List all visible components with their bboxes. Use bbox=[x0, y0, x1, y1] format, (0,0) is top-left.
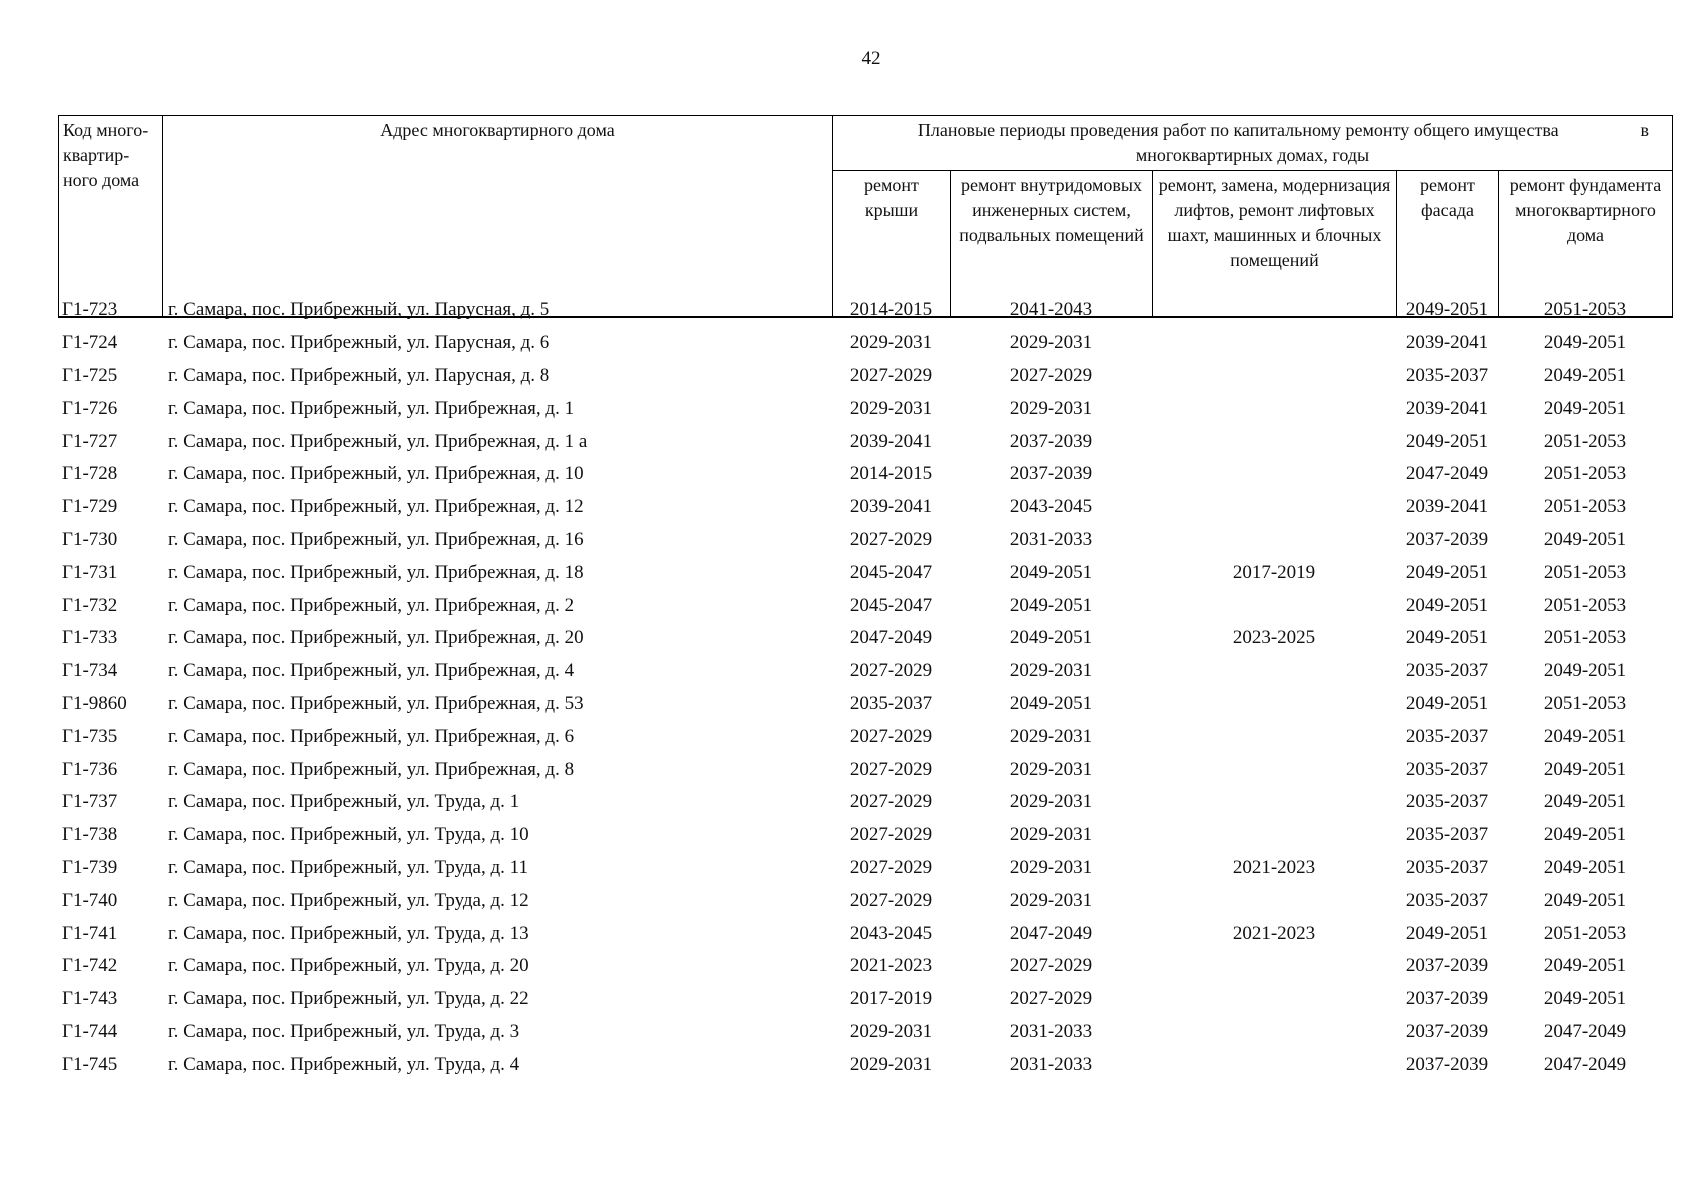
cell-code: Г1-744 bbox=[62, 1020, 118, 1042]
cell-elevator bbox=[1152, 1016, 1396, 1049]
cell-code: Г1-745 bbox=[62, 1053, 118, 1075]
cell-facade: 2049-2051 bbox=[1405, 922, 1489, 944]
cell-foundation: 2047-2049 bbox=[1543, 1020, 1627, 1042]
cell-elevator bbox=[1152, 589, 1396, 622]
cell-address: г. Самара, пос. Прибрежный, ул. Труда, д. 1 bbox=[168, 791, 520, 813]
cell-roof: 2029-2031 bbox=[849, 397, 933, 419]
cell-roof: 2045-2047 bbox=[849, 594, 933, 616]
header-elevator: ремонт, замена, модернизация лифтов, ремонт лифтовых шахт, машинных и блочных помещений bbox=[1153, 171, 1397, 317]
table-header bbox=[58, 115, 1673, 318]
table-row bbox=[58, 1048, 1672, 1081]
cell-elevator: 2017-2019 bbox=[1232, 561, 1316, 583]
cell-engineering: 2029-2031 bbox=[1009, 856, 1093, 878]
table-row bbox=[58, 556, 1672, 589]
cell-foundation: 2049-2051 bbox=[1543, 824, 1627, 846]
page-number: 42 bbox=[861, 48, 881, 69]
cell-engineering: 2049-2051 bbox=[1009, 561, 1093, 583]
cell-address: г. Самара, пос. Прибрежный, ул. Труда, д. 20 bbox=[168, 955, 529, 977]
cell-address: г. Самара, пос. Прибрежный, ул. Труда, д. 13 bbox=[168, 922, 529, 944]
cell-foundation: 2051-2053 bbox=[1543, 463, 1627, 485]
table-row bbox=[58, 294, 1672, 327]
cell-code: Г1-734 bbox=[62, 660, 118, 682]
cell-code: Г1-733 bbox=[62, 627, 118, 649]
cell-address: г. Самара, пос. Прибрежный, ул. Прибрежная, д. 8 bbox=[168, 758, 575, 780]
cell-address: г. Самара, пос. Прибрежный, ул. Труда, д. 12 bbox=[168, 889, 529, 911]
cell-elevator bbox=[1152, 425, 1396, 458]
cell-code: Г1-730 bbox=[62, 528, 118, 550]
cell-elevator: 2021-2023 bbox=[1232, 922, 1316, 944]
cell-foundation: 2051-2053 bbox=[1543, 561, 1627, 583]
cell-roof: 2029-2031 bbox=[849, 1053, 933, 1075]
cell-address: г. Самара, пос. Прибрежный, ул. Прибрежная, д. 1 а bbox=[168, 430, 588, 452]
cell-code: Г1-727 bbox=[62, 430, 118, 452]
cell-engineering: 2037-2039 bbox=[1009, 430, 1093, 452]
cell-facade: 2047-2049 bbox=[1405, 463, 1489, 485]
cell-engineering: 2043-2045 bbox=[1009, 496, 1093, 518]
cell-address: г. Самара, пос. Прибрежный, ул. Прибрежная, д. 18 bbox=[168, 561, 584, 583]
cell-engineering: 2047-2049 bbox=[1009, 922, 1093, 944]
cell-engineering: 2037-2039 bbox=[1009, 463, 1093, 485]
cell-foundation: 2051-2053 bbox=[1543, 430, 1627, 452]
cell-facade: 2049-2051 bbox=[1405, 430, 1489, 452]
cell-facade: 2035-2037 bbox=[1405, 660, 1489, 682]
cell-foundation: 2051-2053 bbox=[1543, 496, 1627, 518]
cell-address: г. Самара, пос. Прибрежный, ул. Прибрежная, д. 16 bbox=[168, 528, 584, 550]
cell-roof: 2029-2031 bbox=[849, 332, 933, 354]
cell-roof: 2027-2029 bbox=[849, 364, 933, 386]
cell-roof: 2027-2029 bbox=[849, 758, 933, 780]
table-row bbox=[58, 655, 1672, 688]
cell-facade: 2035-2037 bbox=[1405, 758, 1489, 780]
cell-foundation: 2049-2051 bbox=[1543, 758, 1627, 780]
table-row bbox=[58, 360, 1672, 393]
table-row bbox=[58, 983, 1672, 1016]
cell-facade: 2035-2037 bbox=[1405, 725, 1489, 747]
cell-facade: 2049-2051 bbox=[1405, 561, 1489, 583]
cell-engineering: 2029-2031 bbox=[1009, 824, 1093, 846]
cell-engineering: 2029-2031 bbox=[1009, 660, 1093, 682]
cell-facade: 2049-2051 bbox=[1405, 594, 1489, 616]
table-row bbox=[58, 819, 1672, 852]
cell-foundation: 2051-2053 bbox=[1543, 594, 1627, 616]
cell-engineering: 2029-2031 bbox=[1009, 758, 1093, 780]
cell-code: Г1-735 bbox=[62, 725, 118, 747]
cell-foundation: 2051-2053 bbox=[1543, 299, 1627, 321]
table-row bbox=[58, 622, 1672, 655]
cell-elevator bbox=[1152, 327, 1396, 360]
table-row bbox=[58, 688, 1672, 721]
cell-address: г. Самара, пос. Прибрежный, ул. Прибрежная, д. 12 bbox=[168, 496, 584, 518]
cell-facade: 2035-2037 bbox=[1405, 856, 1489, 878]
cell-engineering: 2027-2029 bbox=[1009, 364, 1093, 386]
cell-code: Г1-725 bbox=[62, 364, 118, 386]
cell-facade: 2049-2051 bbox=[1405, 692, 1489, 714]
cell-facade: 2035-2037 bbox=[1405, 791, 1489, 813]
cell-facade: 2037-2039 bbox=[1405, 988, 1489, 1010]
cell-roof: 2045-2047 bbox=[849, 561, 933, 583]
cell-foundation: 2049-2051 bbox=[1543, 856, 1627, 878]
header-address: Адрес многоквартирного дома bbox=[163, 116, 833, 317]
cell-foundation: 2049-2051 bbox=[1543, 889, 1627, 911]
cell-address: г. Самара, пос. Прибрежный, ул. Прибрежная, д. 10 bbox=[168, 463, 584, 485]
table-row bbox=[58, 425, 1672, 458]
cell-facade: 2049-2051 bbox=[1405, 299, 1489, 321]
header-roof: ремонт крыши bbox=[833, 171, 951, 317]
table-row bbox=[58, 917, 1672, 950]
cell-roof: 2027-2029 bbox=[849, 660, 933, 682]
cell-engineering: 2031-2033 bbox=[1009, 1053, 1093, 1075]
cell-code: Г1-728 bbox=[62, 463, 118, 485]
cell-engineering: 2027-2029 bbox=[1009, 955, 1093, 977]
header-plan-title-2: многоквартирных домах, годы bbox=[1135, 145, 1370, 165]
cell-code: Г1-729 bbox=[62, 496, 118, 518]
cell-code: Г1-732 bbox=[62, 594, 118, 616]
cell-elevator bbox=[1152, 720, 1396, 753]
cell-roof: 2027-2029 bbox=[849, 889, 933, 911]
cell-roof: 2027-2029 bbox=[849, 725, 933, 747]
cell-roof: 2014-2015 bbox=[849, 299, 933, 321]
cell-elevator bbox=[1152, 786, 1396, 819]
table-row bbox=[58, 786, 1672, 819]
cell-facade: 2039-2041 bbox=[1405, 496, 1489, 518]
cell-facade: 2035-2037 bbox=[1405, 824, 1489, 846]
cell-address: г. Самара, пос. Прибрежный, ул. Прибрежная, д. 6 bbox=[168, 725, 575, 747]
cell-roof: 2039-2041 bbox=[849, 430, 933, 452]
cell-foundation: 2049-2051 bbox=[1543, 364, 1627, 386]
cell-address: г. Самара, пос. Прибрежный, ул. Прибрежная, д. 2 bbox=[168, 594, 575, 616]
cell-elevator bbox=[1152, 524, 1396, 557]
table-row bbox=[58, 852, 1672, 885]
header-plan-title-v: в bbox=[1640, 120, 1649, 140]
table-row bbox=[58, 720, 1672, 753]
cell-elevator bbox=[1152, 983, 1396, 1016]
cell-roof: 2027-2029 bbox=[849, 824, 933, 846]
cell-elevator bbox=[1152, 1048, 1396, 1081]
cell-facade: 2037-2039 bbox=[1405, 1053, 1489, 1075]
cell-elevator bbox=[1152, 655, 1396, 688]
cell-foundation: 2049-2051 bbox=[1543, 397, 1627, 419]
cell-address: г. Самара, пос. Прибрежный, ул. Прибрежная, д. 20 bbox=[168, 627, 584, 649]
cell-foundation: 2049-2051 bbox=[1543, 988, 1627, 1010]
table-row bbox=[58, 950, 1672, 983]
table-row bbox=[58, 491, 1672, 524]
table-row bbox=[58, 884, 1672, 917]
cell-code: Г1-724 bbox=[62, 332, 118, 354]
cell-facade: 2039-2041 bbox=[1405, 397, 1489, 419]
cell-address: г. Самара, пос. Прибрежный, ул. Парусная, д. 5 bbox=[168, 299, 550, 321]
cell-elevator bbox=[1152, 753, 1396, 786]
cell-address: г. Самара, пос. Прибрежный, ул. Труда, д. 22 bbox=[168, 988, 529, 1010]
cell-facade: 2037-2039 bbox=[1405, 528, 1489, 550]
header-plan-title: Плановые периоды проведения работ по капитальному ремонту общего имущества bbox=[917, 120, 1559, 140]
cell-address: г. Самара, пос. Прибрежный, ул. Труда, д. 10 bbox=[168, 824, 529, 846]
cell-foundation: 2049-2051 bbox=[1543, 660, 1627, 682]
cell-address: г. Самара, пос. Прибрежный, ул. Прибрежная, д. 1 bbox=[168, 397, 575, 419]
cell-address: г. Самара, пос. Прибрежный, ул. Прибрежная, д. 4 bbox=[168, 660, 575, 682]
table-body bbox=[58, 294, 1672, 1081]
cell-foundation: 2049-2051 bbox=[1543, 725, 1627, 747]
cell-facade: 2037-2039 bbox=[1405, 1020, 1489, 1042]
cell-foundation: 2049-2051 bbox=[1543, 528, 1627, 550]
cell-elevator bbox=[1152, 392, 1396, 425]
cell-elevator bbox=[1152, 360, 1396, 393]
cell-engineering: 2049-2051 bbox=[1009, 594, 1093, 616]
cell-engineering: 2031-2033 bbox=[1009, 528, 1093, 550]
cell-engineering: 2029-2031 bbox=[1009, 889, 1093, 911]
cell-code: Г1-9860 bbox=[62, 692, 127, 714]
cell-engineering: 2029-2031 bbox=[1009, 725, 1093, 747]
cell-foundation: 2051-2053 bbox=[1543, 922, 1627, 944]
cell-address: г. Самара, пос. Прибрежный, ул. Труда, д. 4 bbox=[168, 1053, 520, 1075]
cell-elevator bbox=[1152, 819, 1396, 852]
cell-foundation: 2049-2051 bbox=[1543, 791, 1627, 813]
cell-address: г. Самара, пос. Прибрежный, ул. Парусная, д. 8 bbox=[168, 364, 550, 386]
header-code: Код много-квартир-ного дома bbox=[59, 116, 163, 317]
cell-address: г. Самара, пос. Прибрежный, ул. Парусная, д. 6 bbox=[168, 332, 550, 354]
cell-elevator: 2023-2025 bbox=[1232, 627, 1316, 649]
cell-code: Г1-737 bbox=[62, 791, 118, 813]
header-plan-periods bbox=[833, 116, 1673, 171]
cell-elevator bbox=[1152, 491, 1396, 524]
table-row bbox=[58, 753, 1672, 786]
table-row bbox=[58, 327, 1672, 360]
cell-elevator bbox=[1152, 294, 1396, 327]
cell-roof: 2043-2045 bbox=[849, 922, 933, 944]
cell-code: Г1-742 bbox=[62, 955, 118, 977]
header-foundation: ремонт фундамента многоквартирного дома bbox=[1499, 171, 1673, 317]
table-row bbox=[58, 1016, 1672, 1049]
cell-foundation: 2047-2049 bbox=[1543, 1053, 1627, 1075]
header-engineering: ремонт внутридомовых инженерных систем, подвальных помещений bbox=[951, 171, 1153, 317]
table-row bbox=[58, 589, 1672, 622]
cell-address: г. Самара, пос. Прибрежный, ул. Труда, д. 11 bbox=[168, 856, 528, 878]
cell-elevator bbox=[1152, 688, 1396, 721]
cell-address: г. Самара, пос. Прибрежный, ул. Прибрежная, д. 53 bbox=[168, 692, 584, 714]
cell-foundation: 2051-2053 bbox=[1543, 627, 1627, 649]
cell-engineering: 2029-2031 bbox=[1009, 332, 1093, 354]
cell-roof: 2014-2015 bbox=[849, 463, 933, 485]
cell-address: г. Самара, пос. Прибрежный, ул. Труда, д. 3 bbox=[168, 1020, 520, 1042]
cell-code: Г1-731 bbox=[62, 561, 118, 583]
cell-code: Г1-741 bbox=[62, 922, 118, 944]
cell-roof: 2027-2029 bbox=[849, 791, 933, 813]
cell-engineering: 2031-2033 bbox=[1009, 1020, 1093, 1042]
table-row bbox=[58, 524, 1672, 557]
cell-facade: 2035-2037 bbox=[1405, 889, 1489, 911]
cell-elevator: 2021-2023 bbox=[1232, 856, 1316, 878]
cell-code: Г1-723 bbox=[62, 299, 118, 321]
cell-roof: 2035-2037 bbox=[849, 692, 933, 714]
cell-roof: 2027-2029 bbox=[849, 856, 933, 878]
cell-engineering: 2029-2031 bbox=[1009, 397, 1093, 419]
cell-roof: 2017-2019 bbox=[849, 988, 933, 1010]
cell-facade: 2035-2037 bbox=[1405, 364, 1489, 386]
cell-facade: 2039-2041 bbox=[1405, 332, 1489, 354]
table-row bbox=[58, 458, 1672, 491]
cell-foundation: 2049-2051 bbox=[1543, 955, 1627, 977]
cell-elevator bbox=[1152, 950, 1396, 983]
cell-facade: 2037-2039 bbox=[1405, 955, 1489, 977]
cell-roof: 2029-2031 bbox=[849, 1020, 933, 1042]
cell-foundation: 2049-2051 bbox=[1543, 332, 1627, 354]
cell-code: Г1-726 bbox=[62, 397, 118, 419]
cell-elevator bbox=[1152, 884, 1396, 917]
header-facade: ремонт фасада bbox=[1397, 171, 1499, 317]
cell-engineering: 2049-2051 bbox=[1009, 627, 1093, 649]
cell-code: Г1-743 bbox=[62, 988, 118, 1010]
cell-code: Г1-739 bbox=[62, 856, 118, 878]
cell-code: Г1-736 bbox=[62, 758, 118, 780]
cell-code: Г1-738 bbox=[62, 824, 118, 846]
cell-foundation: 2051-2053 bbox=[1543, 692, 1627, 714]
cell-engineering: 2041-2043 bbox=[1009, 299, 1093, 321]
cell-facade: 2049-2051 bbox=[1405, 627, 1489, 649]
cell-roof: 2047-2049 bbox=[849, 627, 933, 649]
cell-engineering: 2049-2051 bbox=[1009, 692, 1093, 714]
cell-roof: 2021-2023 bbox=[849, 955, 933, 977]
cell-engineering: 2029-2031 bbox=[1009, 791, 1093, 813]
table-row bbox=[58, 392, 1672, 425]
cell-roof: 2039-2041 bbox=[849, 496, 933, 518]
cell-engineering: 2027-2029 bbox=[1009, 988, 1093, 1010]
cell-code: Г1-740 bbox=[62, 889, 118, 911]
cell-roof: 2027-2029 bbox=[849, 528, 933, 550]
cell-elevator bbox=[1152, 458, 1396, 491]
